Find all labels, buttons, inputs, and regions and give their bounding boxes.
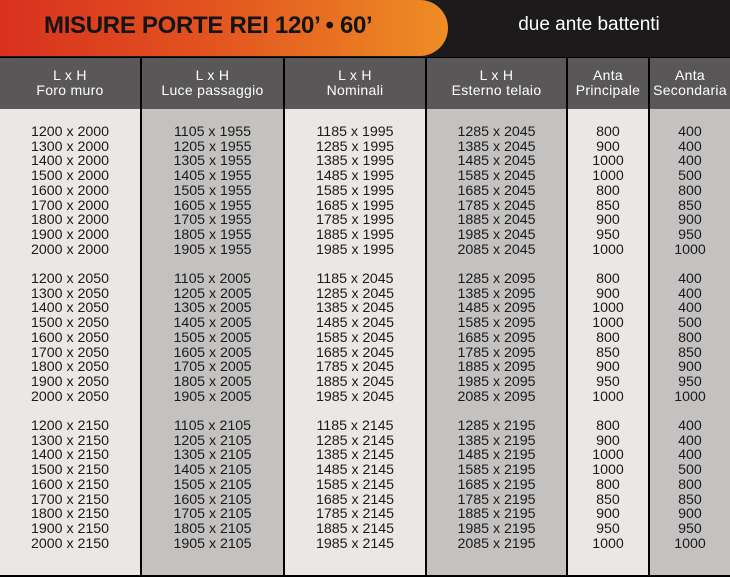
table-cell: 1400 x 2050 xyxy=(30,300,110,317)
table-cell: 1505 x 2105 xyxy=(173,476,252,493)
row-group xyxy=(142,272,283,404)
column-body xyxy=(285,109,425,551)
table-cell: 1585 x 1995 xyxy=(315,182,395,199)
table-cell: 1000 xyxy=(592,241,624,258)
table-column xyxy=(285,58,425,575)
table-cell: 900 xyxy=(596,432,620,449)
table-cell: 1600 x 2150 xyxy=(30,476,110,493)
table-cell: 800 xyxy=(678,329,702,346)
table-cell: 900 xyxy=(596,359,620,376)
table-cell: 1800 x 2150 xyxy=(30,506,110,523)
table-cell: 1685 x 2195 xyxy=(457,476,536,493)
table-cell: 1805 x 2005 xyxy=(173,373,252,390)
table-cell: 1000 xyxy=(592,315,624,332)
column-body xyxy=(427,109,566,551)
table-cell: 1985 x 2195 xyxy=(457,520,536,537)
column-header-label: Secondaria xyxy=(653,82,727,98)
table-cell: 1485 x 1995 xyxy=(315,168,395,185)
table-cell: 1405 x 2105 xyxy=(173,462,252,479)
row-group xyxy=(285,125,425,257)
table-cell: 950 xyxy=(596,226,620,243)
column-header xyxy=(142,58,283,109)
column-header-label: Principale xyxy=(575,82,641,98)
table-cell: 1700 x 2150 xyxy=(30,491,110,508)
column-body xyxy=(0,109,140,551)
table-cell: 1785 x 2095 xyxy=(457,344,536,361)
table-cell: 1105 x 2005 xyxy=(173,271,252,288)
column-header xyxy=(568,58,648,109)
table-cell: 1285 x 2095 xyxy=(457,271,536,288)
table-cell: 500 xyxy=(678,168,702,185)
table-cell: 1685 x 1995 xyxy=(315,197,395,214)
table-cell: 950 xyxy=(596,373,620,390)
table-cell: 1600 x 2000 xyxy=(30,182,110,199)
table-cell: 800 xyxy=(596,182,620,199)
table-cell: 1705 x 1955 xyxy=(173,212,252,229)
table-cell: 400 xyxy=(678,285,702,302)
table-cell: 1885 x 2095 xyxy=(457,359,536,376)
table-cell: 1500 x 2050 xyxy=(30,315,110,332)
table-cell: 1605 x 2005 xyxy=(173,344,252,361)
column-header-label: Esterno telaio xyxy=(451,82,542,98)
column-header-label: Anta xyxy=(593,67,623,83)
column-body xyxy=(142,109,283,551)
row-group xyxy=(285,272,425,404)
table-cell: 1000 xyxy=(592,388,624,405)
page-title: MISURE PORTE REI 120’ • 60’ xyxy=(44,12,373,39)
row-group xyxy=(0,125,140,257)
table-cell: 1305 x 1955 xyxy=(173,153,252,170)
column-header-label: L x H xyxy=(195,67,230,83)
table-cell: 1900 x 2050 xyxy=(30,373,110,390)
table-cell: 1905 x 2005 xyxy=(173,388,252,405)
table-cell: 950 xyxy=(678,520,702,537)
table-cell: 1185 x 1995 xyxy=(316,124,394,140)
title-banner xyxy=(0,0,448,56)
table-cell: 1685 x 2095 xyxy=(457,329,536,346)
column-header-label: Luce passaggio xyxy=(161,82,264,98)
table-cell: 1585 x 2145 xyxy=(315,476,395,493)
table-column xyxy=(0,58,140,575)
table-cell: 900 xyxy=(596,138,620,155)
table-cell: 950 xyxy=(678,226,702,243)
table-cell: 800 xyxy=(596,476,620,493)
table-cell: 400 xyxy=(678,432,702,449)
table-cell: 1585 x 2195 xyxy=(457,462,536,479)
table-cell: 1785 x 1995 xyxy=(315,212,395,229)
table-cell: 1785 x 2045 xyxy=(315,359,395,376)
table-cell: 1885 x 2195 xyxy=(457,506,536,523)
table-cell: 1500 x 2000 xyxy=(30,168,110,185)
table-cell: 1000 xyxy=(592,168,624,185)
table-cell: 1385 x 2195 xyxy=(457,432,536,449)
table-cell: 400 xyxy=(678,447,702,464)
table-cell: 950 xyxy=(596,520,620,537)
row-group xyxy=(142,125,283,257)
table-cell: 900 xyxy=(678,359,702,376)
table-cell: 850 xyxy=(596,491,620,508)
table-column xyxy=(650,58,730,575)
table-cell: 1485 x 2095 xyxy=(457,300,536,317)
table-cell: 1285 x 2045 xyxy=(315,285,395,302)
table-cell: 1605 x 1955 xyxy=(173,197,252,214)
table-cell: 1185 x 2045 xyxy=(316,271,394,288)
table-cell: 900 xyxy=(678,506,702,523)
table-cell: 1205 x 1955 xyxy=(173,138,252,155)
table-cell: 1985 x 1995 xyxy=(315,241,395,258)
table-cell: 1485 x 2195 xyxy=(457,447,536,464)
table-cell: 1385 x 2045 xyxy=(315,300,395,317)
column-header-label: Nominali xyxy=(326,82,384,98)
table-cell: 400 xyxy=(678,300,702,317)
table-cell: 1385 x 2045 xyxy=(457,138,536,155)
table-cell: 800 xyxy=(596,329,620,346)
table-cell: 1300 x 2000 xyxy=(30,138,110,155)
table-column xyxy=(427,58,566,575)
table-cell: 1000 xyxy=(592,153,624,170)
table-cell: 400 xyxy=(678,271,702,288)
table-cell: 800 xyxy=(596,271,620,288)
table-cell: 1685 x 2045 xyxy=(315,344,395,361)
table-cell: 1000 xyxy=(674,535,706,552)
table-cell: 1285 x 1995 xyxy=(315,138,395,155)
top-bar xyxy=(0,0,730,57)
table-cell: 1900 x 2000 xyxy=(30,226,110,243)
table-cell: 1200 x 2000 xyxy=(30,124,110,140)
table-cell: 1385 x 2145 xyxy=(315,447,395,464)
table-cell: 2000 x 2000 xyxy=(30,241,110,258)
table-cell: 1385 x 2095 xyxy=(457,285,536,302)
table-cell: 1500 x 2150 xyxy=(30,462,110,479)
column-header-label: L x H xyxy=(479,67,514,83)
table-cell: 1685 x 2045 xyxy=(457,182,536,199)
table-cell: 1605 x 2105 xyxy=(173,491,252,508)
table-cell: 1905 x 1955 xyxy=(173,241,252,258)
table-cell: 900 xyxy=(596,506,620,523)
table-cell: 500 xyxy=(678,462,702,479)
table-cell: 1285 x 2045 xyxy=(457,124,536,140)
table-cell: 800 xyxy=(596,418,620,435)
table-cell: 1285 x 2145 xyxy=(315,432,395,449)
table-cell: 2000 x 2150 xyxy=(30,535,110,552)
table-cell: 400 xyxy=(678,138,702,155)
table-cell: 1985 x 2145 xyxy=(315,535,395,552)
table-cell: 1205 x 2005 xyxy=(173,285,252,302)
table-cell: 500 xyxy=(678,315,702,332)
table-cell: 850 xyxy=(596,344,620,361)
table-cell: 1905 x 2105 xyxy=(173,535,252,552)
table-cell: 1585 x 2095 xyxy=(457,315,536,332)
table-cell: 1305 x 2105 xyxy=(173,447,252,464)
column-header xyxy=(0,58,140,109)
table-column xyxy=(568,58,648,575)
table-cell: 1885 x 2045 xyxy=(457,212,536,229)
table-cell: 900 xyxy=(596,285,620,302)
table-cell: 1000 xyxy=(592,462,624,479)
table-cell: 1900 x 2150 xyxy=(30,520,110,537)
table-cell: 1785 x 2145 xyxy=(315,506,395,523)
table-cell: 800 xyxy=(596,124,620,140)
table-cell: 1985 x 2095 xyxy=(457,373,536,390)
table-cell: 1505 x 2005 xyxy=(173,329,252,346)
table-cell: 2000 x 2050 xyxy=(30,388,110,405)
row-group xyxy=(142,419,283,551)
row-group xyxy=(650,419,730,551)
row-group xyxy=(427,125,566,257)
table-cell: 400 xyxy=(678,153,702,170)
row-group xyxy=(568,419,648,551)
table-cell: 1305 x 2005 xyxy=(173,300,252,317)
table-cell: 400 xyxy=(678,418,702,435)
page-subtitle: due ante battenti xyxy=(518,14,660,35)
row-group xyxy=(568,272,648,404)
table-cell: 400 xyxy=(678,124,702,140)
table-cell: 1705 x 2105 xyxy=(173,506,252,523)
table-cell: 1200 x 2150 xyxy=(30,418,110,435)
table-cell: 1805 x 1955 xyxy=(173,226,252,243)
column-header-label: L x H xyxy=(53,67,87,83)
row-group xyxy=(427,272,566,404)
table-cell: 1685 x 2145 xyxy=(315,491,395,508)
table-cell: 1200 x 2050 xyxy=(30,271,110,288)
table-cell: 1585 x 2045 xyxy=(457,168,536,185)
table-cell: 950 xyxy=(678,373,702,390)
column-header-label: L x H xyxy=(338,67,372,83)
table-cell: 1885 x 1995 xyxy=(315,226,395,243)
table-cell: 1300 x 2050 xyxy=(30,285,110,302)
table-cell: 1600 x 2050 xyxy=(30,329,110,346)
table-cell: 1505 x 1955 xyxy=(173,182,252,199)
table-cell: 1785 x 2045 xyxy=(457,197,536,214)
column-header-label: Anta xyxy=(675,67,705,83)
row-group xyxy=(568,125,648,257)
table-cell: 800 xyxy=(678,182,702,199)
table-cell: 850 xyxy=(678,344,702,361)
table-cell: 1105 x 1955 xyxy=(173,124,252,140)
table-cell: 1000 xyxy=(674,241,706,258)
table-cell: 1885 x 2145 xyxy=(315,520,395,537)
row-group xyxy=(427,419,566,551)
table-cell: 1105 x 2105 xyxy=(173,418,252,435)
table-cell: 1985 x 2045 xyxy=(315,388,395,405)
table-cell: 1785 x 2195 xyxy=(457,491,536,508)
table-cell: 1485 x 2045 xyxy=(315,315,395,332)
table-cell: 1485 x 2145 xyxy=(315,462,395,479)
table-cell: 1800 x 2000 xyxy=(30,212,110,229)
table-cell: 1205 x 2105 xyxy=(173,432,252,449)
column-header-label: Foro muro xyxy=(36,82,104,98)
table-cell: 850 xyxy=(678,197,702,214)
table-cell: 1405 x 2005 xyxy=(173,315,252,332)
table-cell: 850 xyxy=(596,197,620,214)
table-cell: 1000 xyxy=(592,535,624,552)
table-cell: 1985 x 2045 xyxy=(457,226,536,243)
column-body xyxy=(650,109,730,551)
table-cell: 1700 x 2050 xyxy=(30,344,110,361)
table-cell: 1385 x 1995 xyxy=(315,153,395,170)
table-cell: 1885 x 2045 xyxy=(315,373,395,390)
column-body xyxy=(568,109,648,551)
row-group xyxy=(650,272,730,404)
table-cell: 900 xyxy=(596,212,620,229)
row-group xyxy=(285,419,425,551)
table-cell: 1805 x 2105 xyxy=(173,520,252,537)
table-cell: 1000 xyxy=(674,388,706,405)
table-cell: 900 xyxy=(678,212,702,229)
table-cell: 2085 x 2195 xyxy=(457,535,536,552)
column-header xyxy=(285,58,425,109)
table-cell: 1700 x 2000 xyxy=(30,197,110,214)
table-cell: 2085 x 2095 xyxy=(457,388,536,405)
column-header xyxy=(650,58,730,109)
table-cell: 1585 x 2045 xyxy=(315,329,395,346)
table-cell: 1705 x 2005 xyxy=(173,359,252,376)
row-group xyxy=(0,272,140,404)
table-cell: 1000 xyxy=(592,447,624,464)
table-cell: 1800 x 2050 xyxy=(30,359,110,376)
row-group xyxy=(0,419,140,551)
table-cell: 1285 x 2195 xyxy=(457,418,536,435)
table-cell: 1300 x 2150 xyxy=(30,432,110,449)
table-cell: 1400 x 2000 xyxy=(30,153,110,170)
table-cell: 1400 x 2150 xyxy=(30,447,110,464)
table-cell: 850 xyxy=(678,491,702,508)
table-cell: 1485 x 2045 xyxy=(457,153,536,170)
column-header xyxy=(427,58,566,109)
table-cell: 800 xyxy=(678,476,702,493)
row-group xyxy=(650,125,730,257)
table-cell: 1000 xyxy=(592,300,624,317)
table-cell: 1405 x 1955 xyxy=(173,168,252,185)
table-cell: 1185 x 2145 xyxy=(316,418,394,435)
table-cell: 2085 x 2045 xyxy=(457,241,536,258)
table-column xyxy=(142,58,283,575)
